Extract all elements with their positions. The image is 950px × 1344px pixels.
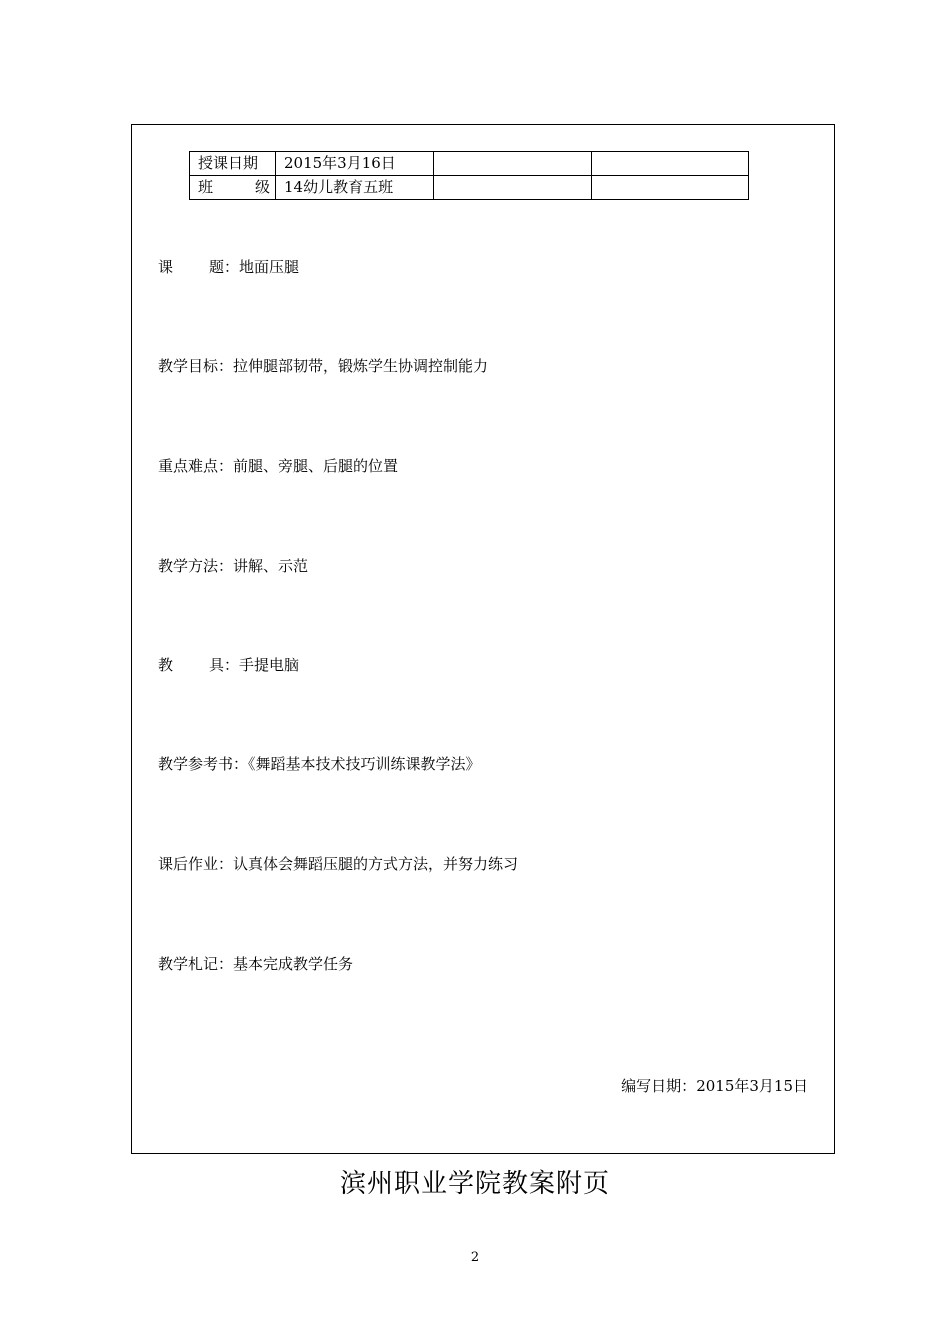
class-label-a: 班 <box>198 178 214 196</box>
homework-value: 认真体会舞蹈压腿的方式方法，并努力练习 <box>233 855 519 873</box>
goal-label: 教学目标： <box>158 357 234 375</box>
notes-label: 教学札记： <box>158 955 234 973</box>
goal-value: 拉伸腿部韧带，锻炼学生协调控制能力 <box>233 357 489 375</box>
lesson-plan-frame <box>131 124 835 1154</box>
topic-label-b: 题： <box>209 258 240 276</box>
written-date-value: 2015年3月15日 <box>696 1077 808 1095</box>
empty-cell <box>592 152 749 176</box>
class-value: 14幼儿教育五班 <box>276 176 434 200</box>
date-label: 授课日期 <box>190 152 276 176</box>
reference-value: 《舞蹈基本技术技巧训练课教学法》 <box>248 755 481 773</box>
class-label-b: 级 <box>255 178 271 196</box>
key-points-label: 重点难点： <box>158 457 234 475</box>
written-date-label: 编写日期： <box>621 1077 697 1095</box>
homework-field <box>158 853 518 874</box>
empty-cell <box>434 152 592 176</box>
notes-value: 基本完成教学任务 <box>233 955 354 973</box>
method-label: 教学方法： <box>158 557 234 575</box>
homework-label: 课后作业： <box>158 855 234 873</box>
tools-label-b: 具： <box>209 656 240 674</box>
footer-title: 滨州职业学院教案附页 <box>339 1169 610 1199</box>
table-row <box>190 152 749 176</box>
empty-cell <box>434 176 592 200</box>
reference-field <box>158 753 481 774</box>
empty-cell <box>592 176 749 200</box>
page-number: 2 <box>470 1250 480 1265</box>
tools-value: 手提电脑 <box>239 656 300 674</box>
topic-label-a: 课 <box>158 258 174 276</box>
goal-field <box>158 355 488 376</box>
notes-field <box>158 953 353 974</box>
info-table <box>189 151 749 200</box>
reference-label: 教学参考书： <box>158 755 249 773</box>
tools-field <box>158 654 299 675</box>
written-date <box>621 1075 808 1096</box>
key-points-field <box>158 455 398 476</box>
class-label <box>190 176 276 200</box>
tools-label-a: 教 <box>158 656 174 674</box>
key-points-value: 前腿、旁腿、后腿的位置 <box>233 457 399 475</box>
method-value: 讲解、示范 <box>233 557 309 575</box>
method-field <box>158 555 308 576</box>
topic-field <box>158 256 299 277</box>
date-value: 2015年3月16日 <box>276 152 434 176</box>
table-row <box>190 176 749 200</box>
topic-value: 地面压腿 <box>239 258 300 276</box>
